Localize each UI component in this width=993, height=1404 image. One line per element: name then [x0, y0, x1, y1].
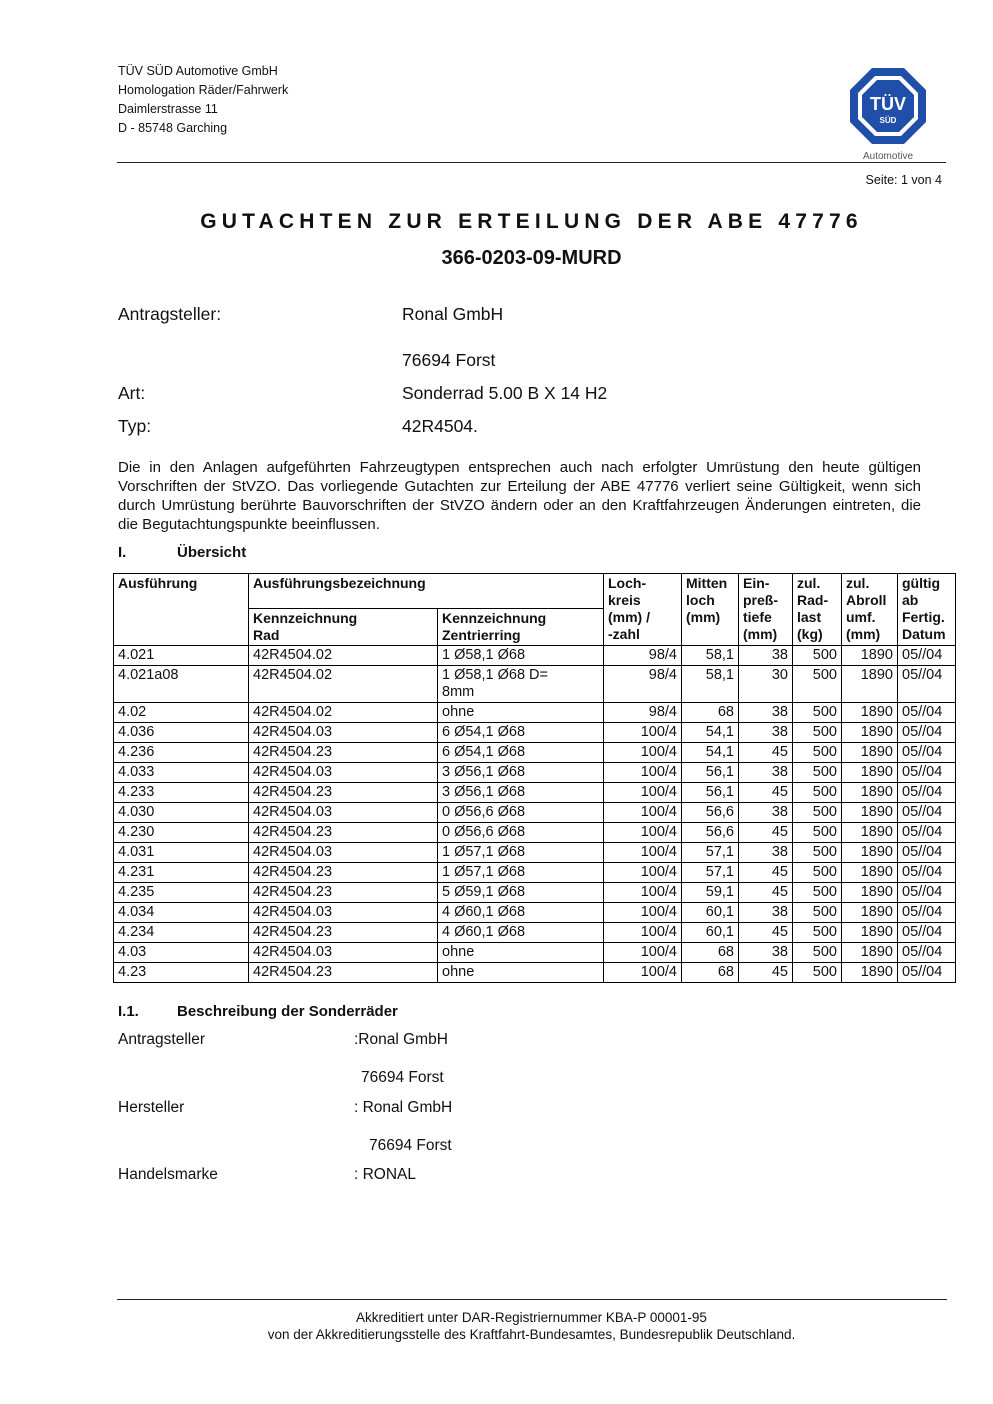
cell-ausfuehrung: 4.036 [114, 723, 249, 743]
cell-radlast: 500 [793, 743, 842, 763]
cell-ausfuehrung: 4.031 [114, 843, 249, 863]
cell-radlast: 500 [793, 903, 842, 923]
cell-gueltig: 05//04 [898, 803, 956, 823]
cell-einpresstiefe: 38 [739, 803, 793, 823]
cell-kennz-zentrier: 5 Ø59,1 Ø68 [438, 883, 604, 903]
table-row [114, 843, 956, 863]
header-einpresstiefe-text: Ein- preß- tiefe (mm) [743, 575, 778, 642]
cell-kennz-zentrier: 1 Ø58,1 Ø68 D= 8mm [438, 666, 604, 703]
cell-ausfuehrung: 4.030 [114, 803, 249, 823]
cell-einpresstiefe: 38 [739, 843, 793, 863]
cell-radlast: 500 [793, 823, 842, 843]
cell-ausfuehrung: 4.231 [114, 863, 249, 883]
cell-radlast: 500 [793, 783, 842, 803]
header-einpresstiefe [739, 574, 793, 646]
cell-gueltig: 05//04 [898, 723, 956, 743]
cell-lochkreis: 100/4 [604, 843, 682, 863]
desc-manufacturer-value: : Ronal GmbH [354, 1099, 453, 1116]
cell-kennz-zentrier: 6 Ø54,1 Ø68 [438, 723, 604, 743]
desc-brand-label: Handelsmarke [118, 1166, 218, 1183]
footer-line2: von der Akkreditierungsstelle des Kraftfahrt-Bundesamtes, Bundesrepublik Deutschland. [267, 1327, 796, 1342]
header-kennz-zentrier [438, 609, 604, 646]
cell-abrollumfang: 1890 [842, 646, 898, 666]
cell-lochkreis: 98/4 [604, 666, 682, 703]
table-row [114, 943, 956, 963]
cell-einpresstiefe: 38 [739, 723, 793, 743]
cell-einpresstiefe: 38 [739, 943, 793, 963]
cell-lochkreis: 100/4 [604, 743, 682, 763]
cell-gueltig: 05//04 [898, 763, 956, 783]
cell-radlast: 500 [793, 723, 842, 743]
cell-einpresstiefe: 38 [739, 646, 793, 666]
footer-rule [117, 1299, 947, 1300]
table-row [114, 803, 956, 823]
cell-einpresstiefe: 45 [739, 783, 793, 803]
cell-kennz-rad: 42R4504.03 [249, 903, 438, 923]
cell-einpresstiefe: 45 [739, 883, 793, 903]
cell-gueltig: 05//04 [898, 783, 956, 803]
cell-mittenloch: 54,1 [682, 743, 739, 763]
cell-kennz-rad: 42R4504.02 [249, 646, 438, 666]
cell-ausfuehrung: 4.034 [114, 903, 249, 923]
cell-kennz-rad: 42R4504.23 [249, 963, 438, 983]
cell-ausfuehrung: 4.235 [114, 883, 249, 903]
cell-abrollumfang: 1890 [842, 703, 898, 723]
table-row [114, 903, 956, 923]
cell-radlast: 500 [793, 666, 842, 703]
cell-radlast: 500 [793, 943, 842, 963]
desc-manufacturer-city: 76694 Forst [369, 1137, 452, 1154]
cell-abrollumfang: 1890 [842, 903, 898, 923]
cell-radlast: 500 [793, 646, 842, 666]
cell-kennz-rad: 42R4504.23 [249, 783, 438, 803]
footer-line1: Akkreditiert unter DAR-Registriernummer KBA-P 00001-95 [356, 1310, 707, 1325]
cell-mittenloch: 68 [682, 963, 739, 983]
header-gueltig-text: gültig ab Fertig. Datum [902, 575, 946, 642]
page-number: Seite: 1 von 4 [865, 173, 942, 187]
art-value: Sonderrad 5.00 B X 14 H2 [402, 383, 608, 403]
applicant-name: Ronal GmbH [402, 304, 504, 324]
cell-gueltig: 05//04 [898, 666, 956, 703]
header-abrollumfang-text: zul. Abroll umf. (mm) [846, 575, 887, 642]
table-row [114, 723, 956, 743]
cell-abrollumfang: 1890 [842, 783, 898, 803]
cell-radlast: 500 [793, 963, 842, 983]
cell-gueltig: 05//04 [898, 743, 956, 763]
cell-lochkreis: 98/4 [604, 646, 682, 666]
cell-mittenloch: 57,1 [682, 863, 739, 883]
cell-gueltig: 05//04 [898, 863, 956, 883]
cell-einpresstiefe: 30 [739, 666, 793, 703]
cell-radlast: 500 [793, 923, 842, 943]
desc-applicant-city: 76694 Forst [361, 1069, 444, 1086]
cell-lochkreis: 100/4 [604, 783, 682, 803]
cell-einpresstiefe: 38 [739, 903, 793, 923]
typ-value: 42R4504. [402, 416, 478, 436]
cell-gueltig: 05//04 [898, 646, 956, 666]
sender-city: D - 85748 Garching [118, 121, 228, 135]
cell-mittenloch: 60,1 [682, 923, 739, 943]
header-rule [117, 162, 946, 163]
cell-einpresstiefe: 38 [739, 763, 793, 783]
cell-lochkreis: 100/4 [604, 723, 682, 743]
cell-kennz-zentrier: ohne [438, 703, 604, 723]
cell-mittenloch: 56,6 [682, 823, 739, 843]
header-radlast [793, 574, 842, 646]
document-title: GUTACHTEN ZUR ERTEILUNG DER ABE 47776 [200, 210, 863, 233]
desc-applicant-value: :Ronal GmbH [354, 1031, 448, 1048]
cell-ausfuehrung: 4.233 [114, 783, 249, 803]
table-row [114, 646, 956, 666]
table-row [114, 823, 956, 843]
cell-lochkreis: 100/4 [604, 883, 682, 903]
cell-abrollumfang: 1890 [842, 863, 898, 883]
cell-mittenloch: 58,1 [682, 666, 739, 703]
cell-ausfuehrung: 4.021 [114, 646, 249, 666]
cell-abrollumfang: 1890 [842, 923, 898, 943]
header-abrollumfang [842, 574, 898, 646]
logo-text-bottom: SÜD [879, 116, 897, 125]
cell-kennz-rad: 42R4504.03 [249, 723, 438, 743]
section1-number: I. [118, 544, 127, 561]
cell-lochkreis: 100/4 [604, 823, 682, 843]
cell-ausfuehrung: 4.02 [114, 703, 249, 723]
cell-einpresstiefe: 45 [739, 823, 793, 843]
cell-kennz-rad: 42R4504.03 [249, 843, 438, 863]
cell-mittenloch: 59,1 [682, 883, 739, 903]
cell-abrollumfang: 1890 [842, 823, 898, 843]
cell-kennz-zentrier: ohne [438, 963, 604, 983]
header-mittenloch-text: Mitten loch (mm) [686, 575, 728, 625]
logo-text-top: TÜV [870, 94, 906, 114]
cell-lochkreis: 100/4 [604, 763, 682, 783]
cell-kennz-zentrier: ohne [438, 943, 604, 963]
cell-kennz-rad: 42R4504.23 [249, 923, 438, 943]
cell-kennz-rad: 42R4504.02 [249, 703, 438, 723]
desc-manufacturer-label: Hersteller [118, 1099, 185, 1116]
cell-abrollumfang: 1890 [842, 843, 898, 863]
cell-mittenloch: 60,1 [682, 903, 739, 923]
cell-abrollumfang: 1890 [842, 963, 898, 983]
table-row [114, 923, 956, 943]
cell-mittenloch: 68 [682, 943, 739, 963]
cell-abrollumfang: 1890 [842, 743, 898, 763]
cell-gueltig: 05//04 [898, 703, 956, 723]
sender-company: TÜV SÜD Automotive GmbH [118, 64, 278, 78]
cell-kennz-rad: 42R4504.23 [249, 743, 438, 763]
header-radlast-text: zul. Rad- last (kg) [797, 575, 829, 642]
cell-lochkreis: 100/4 [604, 903, 682, 923]
cell-ausfuehrung: 4.021a08 [114, 666, 249, 703]
header-lochkreis-text: Loch- kreis (mm) / -zahl [608, 575, 650, 642]
header-bezeichnung: Ausführungsbezeichnung [249, 574, 604, 609]
section11-number: I.1. [118, 1003, 139, 1020]
cell-abrollumfang: 1890 [842, 666, 898, 703]
cell-kennz-zentrier: 4 Ø60,1 Ø68 [438, 903, 604, 923]
desc-applicant-label: Antragsteller [118, 1031, 206, 1048]
cell-mittenloch: 56,1 [682, 783, 739, 803]
document-number: 366-0203-09-MURD [441, 247, 622, 269]
cell-mittenloch: 54,1 [682, 723, 739, 743]
intro-paragraph: Die in den Anlagen aufgeführten Fahrzeugtypen entsprechen auch nach erfolgter Umrüstung den heute gültigen Vorschriften der StVZO. Das vorliegende Gutachten zur Erteilung der ABE 47776 verliert seine Gültigkeit, wenn sich durch Umrüstung berührte Bauvorschriften der StVZO ändern oder an den Kraftfahrzeugen Änderungen eintreten, die die Begutachtungspunkte beeinflussen. [118, 459, 921, 533]
cell-gueltig: 05//04 [898, 843, 956, 863]
cell-gueltig: 05//04 [898, 883, 956, 903]
cell-einpresstiefe: 45 [739, 863, 793, 883]
cell-lochkreis: 98/4 [604, 703, 682, 723]
cell-einpresstiefe: 38 [739, 703, 793, 723]
cell-mittenloch: 58,1 [682, 646, 739, 666]
cell-kennz-rad: 42R4504.02 [249, 666, 438, 703]
table-row [114, 783, 956, 803]
cell-radlast: 500 [793, 803, 842, 823]
cell-lochkreis: 100/4 [604, 863, 682, 883]
table-body [114, 646, 956, 983]
header-mittenloch [682, 574, 739, 646]
cell-abrollumfang: 1890 [842, 803, 898, 823]
cell-kennz-rad: 42R4504.23 [249, 863, 438, 883]
header-lochkreis [604, 574, 682, 646]
cell-radlast: 500 [793, 843, 842, 863]
logo-caption: Automotive [862, 151, 914, 162]
cell-radlast: 500 [793, 863, 842, 883]
cell-mittenloch: 68 [682, 703, 739, 723]
sender-address [118, 62, 288, 138]
cell-radlast: 500 [793, 763, 842, 783]
cell-gueltig: 05//04 [898, 923, 956, 943]
cell-kennz-zentrier: 1 Ø57,1 Ø68 [438, 863, 604, 883]
table-row [114, 666, 956, 703]
cell-gueltig: 05//04 [898, 943, 956, 963]
cell-gueltig: 05//04 [898, 963, 956, 983]
header-kennz-rad [249, 609, 438, 646]
cell-kennz-zentrier: 1 Ø57,1 Ø68 [438, 843, 604, 863]
cell-abrollumfang: 1890 [842, 723, 898, 743]
applicant-label: Antragsteller: [118, 304, 222, 324]
cell-kennz-rad: 42R4504.03 [249, 803, 438, 823]
cell-kennz-rad: 42R4504.23 [249, 823, 438, 843]
sender-street: Daimlerstrasse 11 [118, 102, 218, 116]
cell-mittenloch: 57,1 [682, 843, 739, 863]
cell-kennz-zentrier: 3 Ø56,1 Ø68 [438, 783, 604, 803]
cell-ausfuehrung: 4.236 [114, 743, 249, 763]
cell-mittenloch: 56,6 [682, 803, 739, 823]
cell-radlast: 500 [793, 703, 842, 723]
desc-brand-value: : RONAL [354, 1166, 417, 1183]
cell-lochkreis: 100/4 [604, 803, 682, 823]
cell-kennz-zentrier: 1 Ø58,1 Ø68 [438, 646, 604, 666]
cell-ausfuehrung: 4.23 [114, 963, 249, 983]
cell-kennz-rad: 42R4504.03 [249, 943, 438, 963]
cell-ausfuehrung: 4.03 [114, 943, 249, 963]
overview-table [113, 573, 956, 983]
cell-mittenloch: 56,1 [682, 763, 739, 783]
cell-gueltig: 05//04 [898, 823, 956, 843]
header-kennz-rad-text: Kennzeichnung Rad [253, 610, 358, 643]
cell-abrollumfang: 1890 [842, 763, 898, 783]
cell-ausfuehrung: 4.230 [114, 823, 249, 843]
cell-radlast: 500 [793, 883, 842, 903]
section11-title: Beschreibung der Sonderräder [177, 1003, 398, 1020]
cell-einpresstiefe: 45 [739, 743, 793, 763]
table-row [114, 963, 956, 983]
header-ausfuehrung: Ausführung [114, 574, 249, 646]
art-label: Art: [118, 383, 146, 403]
cell-abrollumfang: 1890 [842, 943, 898, 963]
cell-kennz-rad: 42R4504.03 [249, 763, 438, 783]
cell-gueltig: 05//04 [898, 903, 956, 923]
cell-ausfuehrung: 4.234 [114, 923, 249, 943]
header-kennz-zentrier-text: Kennzeichnung Zentrierring [442, 610, 547, 643]
cell-kennz-zentrier: 0 Ø56,6 Ø68 [438, 803, 604, 823]
table-row [114, 763, 956, 783]
tuv-logo [846, 66, 930, 162]
cell-einpresstiefe: 45 [739, 963, 793, 983]
cell-lochkreis: 100/4 [604, 923, 682, 943]
cell-einpresstiefe: 45 [739, 923, 793, 943]
cell-abrollumfang: 1890 [842, 883, 898, 903]
sender-department: Homologation Räder/Fahrwerk [118, 83, 289, 97]
table-row [114, 883, 956, 903]
cell-lochkreis: 100/4 [604, 943, 682, 963]
table-row [114, 703, 956, 723]
cell-kennz-rad: 42R4504.23 [249, 883, 438, 903]
header-gueltig [898, 574, 956, 646]
table-row [114, 863, 956, 883]
applicant-city: 76694 Forst [402, 350, 496, 370]
cell-kennz-zentrier: 6 Ø54,1 Ø68 [438, 743, 604, 763]
cell-kennz-zentrier: 3 Ø56,1 Ø68 [438, 763, 604, 783]
cell-ausfuehrung: 4.033 [114, 763, 249, 783]
cell-kennz-zentrier: 4 Ø60,1 Ø68 [438, 923, 604, 943]
table-row [114, 743, 956, 763]
typ-label: Typ: [118, 416, 152, 436]
section1-title: Übersicht [177, 544, 247, 561]
cell-kennz-zentrier: 0 Ø56,6 Ø68 [438, 823, 604, 843]
cell-lochkreis: 100/4 [604, 963, 682, 983]
